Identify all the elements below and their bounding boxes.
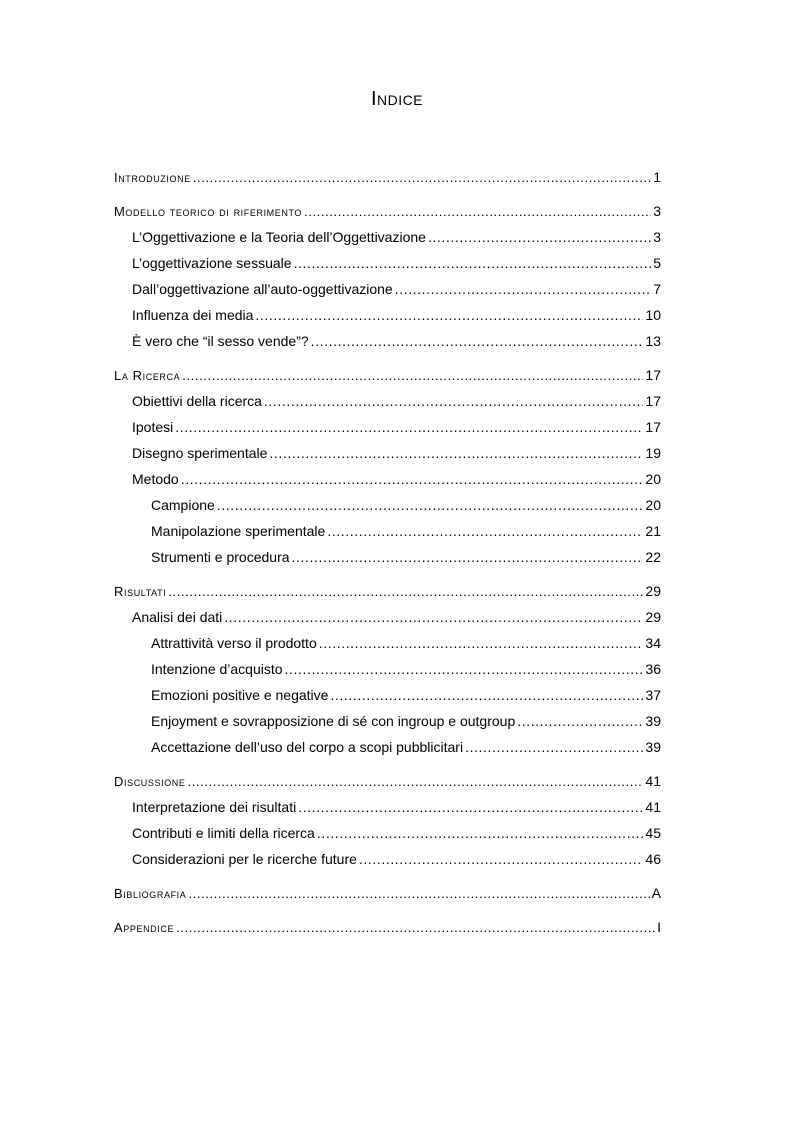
toc-subsection-entry[interactable] bbox=[114, 734, 661, 760]
page-title: Indice bbox=[370, 88, 424, 110]
dot-leader bbox=[292, 544, 644, 570]
toc-entry-label: Campione bbox=[151, 497, 215, 513]
toc-entry-label: L’oggettivazione sessuale bbox=[132, 255, 292, 271]
toc-page-number: 7 bbox=[653, 281, 661, 297]
dot-leader bbox=[182, 363, 643, 389]
toc-subsection-entry[interactable] bbox=[114, 518, 661, 544]
dot-leader bbox=[188, 881, 649, 907]
toc-page-number: 22 bbox=[645, 549, 661, 565]
toc-section bbox=[114, 880, 661, 906]
dot-leader bbox=[168, 579, 643, 605]
toc-entry-label: Enjoyment e sovrapposizione di sé con ingroup e outgroup bbox=[151, 713, 516, 729]
toc-chapter-entry[interactable] bbox=[114, 362, 661, 388]
toc-section-entry[interactable] bbox=[114, 414, 661, 440]
toc-chapter-entry[interactable] bbox=[114, 198, 661, 224]
toc-page-number: I bbox=[657, 919, 661, 935]
toc-page-number: 45 bbox=[645, 825, 661, 841]
toc-section-entry[interactable] bbox=[114, 276, 661, 302]
dot-leader bbox=[294, 250, 652, 276]
dot-leader bbox=[330, 682, 643, 708]
dot-leader bbox=[264, 388, 643, 414]
toc-page-number: 3 bbox=[653, 229, 661, 245]
dot-leader bbox=[217, 492, 644, 518]
toc-subsection-entry[interactable] bbox=[114, 630, 661, 656]
toc-subsection-entry[interactable] bbox=[114, 492, 661, 518]
toc-page-number: 17 bbox=[645, 393, 661, 409]
toc-section-entry[interactable] bbox=[114, 440, 661, 466]
toc-section bbox=[114, 578, 661, 760]
dot-leader bbox=[359, 846, 644, 872]
toc-entry-label: Modello teorico di riferimento bbox=[114, 204, 303, 219]
dot-leader bbox=[285, 656, 644, 682]
toc-page-number: 20 bbox=[645, 471, 661, 487]
toc-page-number: 19 bbox=[645, 445, 661, 461]
toc-chapter-entry[interactable] bbox=[114, 768, 661, 794]
toc-section-entry[interactable] bbox=[114, 388, 661, 414]
toc-entry-label: Introduzione bbox=[114, 170, 191, 185]
dot-leader bbox=[188, 769, 644, 795]
toc-section bbox=[114, 768, 661, 872]
toc-chapter-entry[interactable] bbox=[114, 164, 661, 190]
dot-leader bbox=[224, 604, 643, 630]
toc-page-number: 29 bbox=[645, 583, 661, 599]
toc-entry-label: Strumenti e procedura bbox=[151, 549, 290, 565]
toc-entry-label: Ipotesi bbox=[132, 419, 174, 435]
dot-leader bbox=[181, 466, 644, 492]
toc-entry-label: Obiettivi della ricerca bbox=[132, 393, 262, 409]
toc-entry-label: Manipolazione sperimentale bbox=[151, 523, 326, 539]
toc-entry-label: Risultati bbox=[114, 584, 167, 599]
toc-entry-label: Intenzione d’acquisto bbox=[151, 661, 283, 677]
dot-leader bbox=[311, 328, 644, 354]
toc-subsection-entry[interactable] bbox=[114, 656, 661, 682]
toc-section-entry[interactable] bbox=[114, 302, 661, 328]
toc-entry-label: Accettazione dell’uso del corpo a scopi pubblicitari bbox=[151, 739, 464, 755]
toc-entry-label: Appendice bbox=[114, 920, 175, 935]
dot-leader bbox=[304, 199, 651, 225]
toc-section-entry[interactable] bbox=[114, 794, 661, 820]
toc-section-entry[interactable] bbox=[114, 604, 661, 630]
toc-entry-label: Analisi dei dati bbox=[132, 609, 223, 625]
toc-section bbox=[114, 198, 661, 354]
toc-page-number: 46 bbox=[645, 851, 661, 867]
toc-page-number: 5 bbox=[653, 255, 661, 271]
toc-subsection-entry[interactable] bbox=[114, 682, 661, 708]
toc-entry-label: Emozioni positive e negative bbox=[151, 687, 329, 703]
toc-section bbox=[114, 164, 661, 190]
toc-section-entry[interactable] bbox=[114, 250, 661, 276]
dot-leader bbox=[193, 165, 651, 191]
toc-entry-label: La Ricerca bbox=[114, 368, 181, 383]
dot-leader bbox=[319, 630, 644, 656]
toc-page-number: 41 bbox=[645, 799, 661, 815]
toc-entry-label: L’Oggettivazione e la Teoria dell’Oggettivazione bbox=[132, 229, 426, 245]
toc-page-number: 3 bbox=[653, 203, 661, 219]
dot-leader bbox=[255, 302, 643, 328]
dot-leader bbox=[327, 518, 643, 544]
toc-page-number: 36 bbox=[645, 661, 661, 677]
toc-section-entry[interactable] bbox=[114, 466, 661, 492]
toc-chapter-entry[interactable] bbox=[114, 914, 661, 940]
toc-page-number: 41 bbox=[645, 773, 661, 789]
toc-entry-label: Attrattività verso il prodotto bbox=[151, 635, 317, 651]
toc-section bbox=[114, 914, 661, 940]
toc-subsection-entry[interactable] bbox=[114, 708, 661, 734]
toc-section bbox=[114, 362, 661, 570]
dot-leader bbox=[269, 440, 643, 466]
dot-leader bbox=[428, 224, 651, 250]
toc-entry-label: Influenza dei media bbox=[132, 307, 254, 323]
toc-section-entry[interactable] bbox=[114, 820, 661, 846]
toc-entry-label: Considerazioni per le ricerche future bbox=[132, 851, 357, 867]
toc-section-entry[interactable] bbox=[114, 328, 661, 354]
toc-page-number: 39 bbox=[645, 713, 661, 729]
toc-page-number: 39 bbox=[645, 739, 661, 755]
toc-page-number: 13 bbox=[645, 333, 661, 349]
toc-page-number: 21 bbox=[645, 523, 661, 539]
toc-page-number: 37 bbox=[645, 687, 661, 703]
toc-section-entry[interactable] bbox=[114, 224, 661, 250]
dot-leader bbox=[317, 820, 644, 846]
toc-page-number: A bbox=[651, 885, 661, 901]
toc-page-number: 10 bbox=[645, 307, 661, 323]
toc-entry-label: Dall’oggettivazione all’auto-oggettivazione bbox=[132, 281, 393, 297]
toc-entry-label: Discussione bbox=[114, 774, 186, 789]
dot-leader bbox=[298, 794, 643, 820]
toc-section-entry[interactable] bbox=[114, 846, 661, 872]
toc-page-number: 20 bbox=[645, 497, 661, 513]
dot-leader bbox=[395, 276, 651, 302]
dot-leader bbox=[517, 708, 643, 734]
toc-chapter-entry[interactable] bbox=[114, 880, 661, 906]
toc-page-number: 34 bbox=[645, 635, 661, 651]
toc-entry-label: Bibliografia bbox=[114, 886, 187, 901]
toc-page-number: 1 bbox=[653, 169, 661, 185]
toc-entry-label: È vero che “il sesso vende”? bbox=[132, 333, 309, 349]
table-of-contents bbox=[114, 164, 661, 948]
toc-page-number: 17 bbox=[645, 367, 661, 383]
toc-entry-label: Contributi e limiti della ricerca bbox=[132, 825, 315, 841]
toc-entry-label: Disegno sperimentale bbox=[132, 445, 268, 461]
toc-entry-label: Metodo bbox=[132, 471, 179, 487]
dot-leader bbox=[465, 734, 643, 760]
toc-subsection-entry[interactable] bbox=[114, 544, 661, 570]
dot-leader bbox=[176, 915, 655, 941]
toc-chapter-entry[interactable] bbox=[114, 578, 661, 604]
toc-entry-label: Interpretazione dei risultati bbox=[132, 799, 297, 815]
toc-page-number: 29 bbox=[645, 609, 661, 625]
dot-leader bbox=[175, 414, 643, 440]
toc-page-number: 17 bbox=[645, 419, 661, 435]
